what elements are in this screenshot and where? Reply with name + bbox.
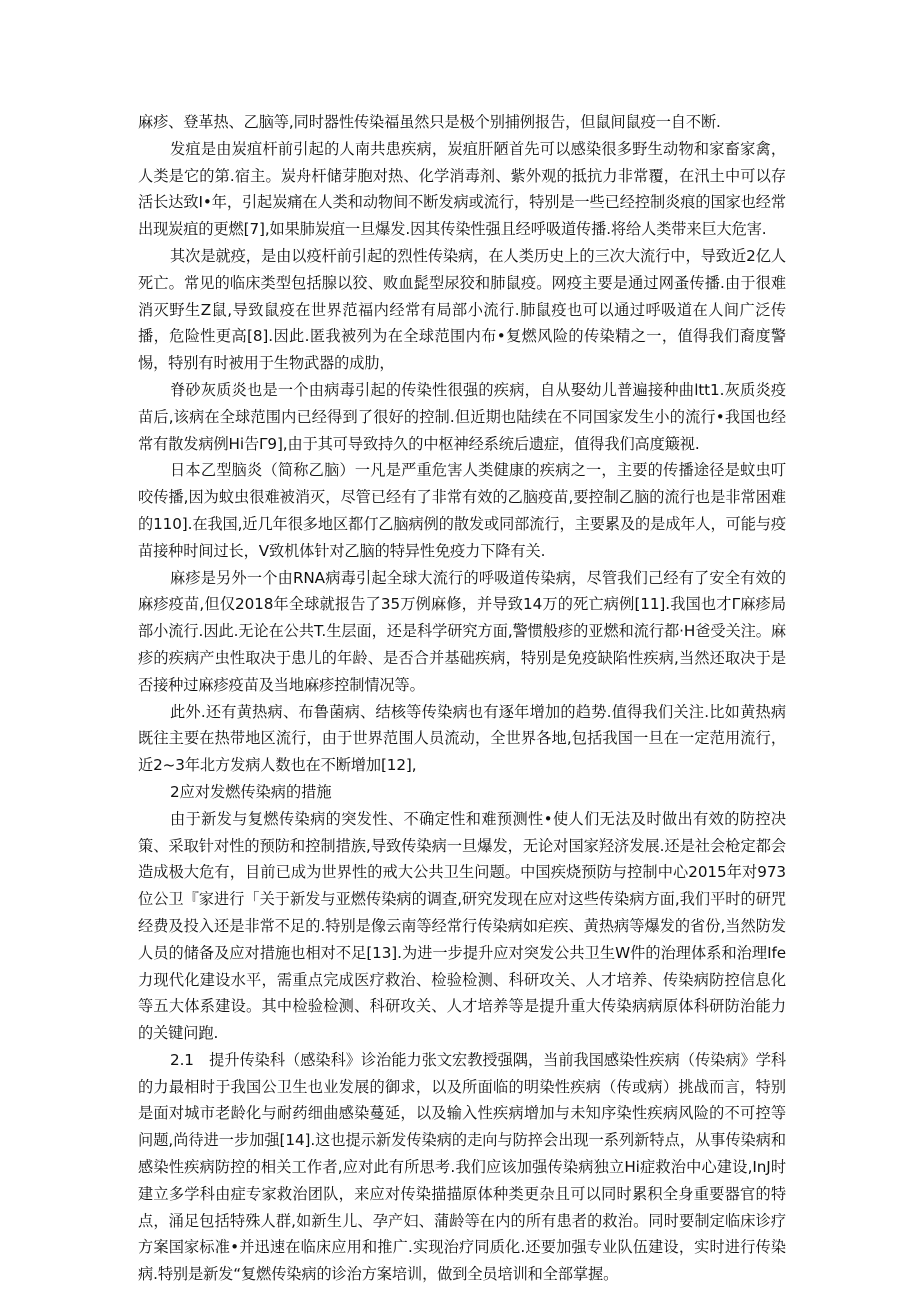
paragraph-japanese-encephalitis: 日本乙型脑炎（简称乙脑）一凡是严重危害人类健康的疾病之一，主要的传播途径是蚊虫叮咬传播,因为蚊虫很难被消灭，尽管已经有了非常有效的乙脑疫苗,要控制乙脑的流行也是非常困难的110].在我国,近几年很多地区都仃乙脑病例的散发或同部流行，主要累及的是成年人，可能与疫苗接种时间过长，V致机体针对乙脑的特异性免疫力下降有关.: [138, 461, 786, 560]
paragraph-other-diseases: 此外.还有黄热病、布鲁菌病、结核等传染病也有逐年增加的趋势.值得我们关注.比如黄热病既往主要在热带地区流行，由于世界范围人员流动，全世界各地,包括我国一旦在一定范用流行，近2~3年北方发病人数也在不断增加[12],: [138, 702, 786, 775]
paragraph-anthrax: 发疽是由炭疽杆前引起的人南共患疾病，炭疽肝陋首先可以感染很多野生动物和家畜家禽，人类是它的第.宿主。炭舟杆储芽胞对热、化学消毒剂、紫外观的抵抗力非常覆，在汛土中可以存活长达致I•年，引起炭痛在人类和动物间不断发病或流行，特别是一些已经控制炎痕的国家也经常出现炭疽的更燃[7],如果肺炭疽一旦爆发.因其传染性强且经呼吸道传播.将给人类带来巨大危害.: [138, 139, 786, 239]
document-body: [138, 109, 786, 1288]
section-heading: 2应对发燃传染病的措施: [170, 782, 332, 801]
paragraph-section-2-1: 2.1 提升传染科（感染科》诊治能力张文宏教授强隅，当前我国感染性疾病（传染病》学科的力最相时于我国公卫生也业发展的御求，以及所面临的明染性疾病（传或病）挑战而言，特别是面对城市老龄化与耐药细曲感染蔓延，以及输入性疾病增加与未知序染性疾病风险的不可控等问题,尚待进一步加强[14].这也提示新发传染病的走向与防捽会出现一系列新特点，从事传染病和感染性疾病防控的相关工作者,应对此有所思考.我们应该加强传染病独立Hi症救治中心建设,InJ时建立多学科由症专家救治团队，来应对传染描描原体种类更杂且可以同时累积全身重要器官的特点，涌足包括特殊人群,如新生儿、孕产妇、蒲龄等在内的所有患者的救治。同时要制定临床诊疗方案国家标准•并迅速在临床应用和推广.实现治疗同质化.还要加强专业队伍建设，实时进行传染病.特别是新发“复燃传染病的诊治方案培训，做到全员培训和全部掌握。: [138, 1050, 786, 1284]
paragraph-polio: 脊砂灰质炎也是一个由病毒引起的传染性很强的疾病，自从娶幼儿普遍接种曲ltt1.灰质炎疫苗后,该病在全球范围内已经得到了很好的控制.但近期也陆续在不同国家发生小的流行•我国也经常有散发病例Hi告Γ9],由于其可导致持久的中枢神经系统后遗症，值得我们高度簸视.: [138, 380, 786, 453]
paragraph-response-measures: 由于新发与复燃传染病的突发性、不确定性和难预测性•使人们无法及时做出有效的防控决策、采取针对性的预防和控制措族,导致传染病一旦爆发，无论对国家羟济发展.还是社会枪定都会造成极大危有，目前已成为世界性的戒大公共卫生问题。中国疾烧预防与控制中心2015年对973位公卫『家进行「关于新发与亚燃传染病的调查,研究发现在应对这些传染病方面,我们平时的研咒经费及投入还是非常不足的.特别是像云南等经常行传染病如疟疾、黄热病等爆发的省份,当然防发人员的储备及应对措施也相对不足[13].为进一步提升应对突发公共卫生W件的治理体系和治理Ife力现代化建设水平，需重点完成医疗救治、检验检测、科研攻关、人才培养、传染病防控信息化等五大体系建设。其中检验检测、科研攻关、人才培养等是提升重大传染病病原体科研防治能力的关键问跑.: [138, 809, 786, 1043]
paragraph-measles-dengue: 麻疹、登革热、乙脑等,同时器性传染福虽然只是极个别捕例报告，但鼠间鼠疫一自不断.: [138, 113, 721, 131]
paragraph-plague: 其次是就疫，是由以疫杆前引起的烈性传染病，在人类历史上的三次大流行中，导致近2亿人死亡。常见的临床类型包括腺以狡、败血髭型尿狡和肺鼠疫。网疫主要是通过网蚤传播.由于很难消灭野生Z鼠,导致鼠疫在世界范福内经常有局部小流行.肺鼠疫也可以通过呼吸道在人间广泛传播，危险性更高[8].因此.匿我被列为在全球范围内布•复燃风险的传染精之一，值得我们裔度警惕，特别有时被用于生物武器的成肋，: [138, 246, 786, 373]
paragraph-measles: 麻疹是另外一个由RNA病毒引起全球大流行的呼吸道传染病，尽管我们己经有了安全有效的麻疹疫苗,但仅2018年全球就报告了35万例麻修，并导致14万的死亡病例[11].我国也才Γ麻疹局部小流行.因此.无论在公共T.生层面，还是科学研究方面,警惯般疹的亚燃和流行都·H爸受关注。麻疹的疾病产虫性取决于患儿的年龄、是否合并基础疾病，特别是免疫缺陷性疾病,当然还取决于是否接种过麻疹疫苗及当地麻疹控制情况等。: [138, 568, 786, 694]
